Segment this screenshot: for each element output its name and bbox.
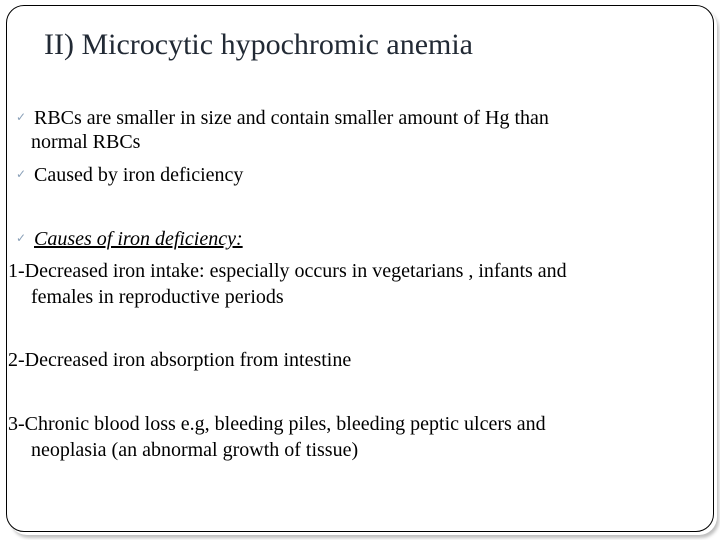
bullet-text-continuation: normal RBCs — [31, 131, 141, 153]
slide-title: II) Microcytic hypochromic anemia — [44, 28, 473, 61]
bullet-text: Caused by iron deficiency — [34, 164, 244, 186]
cause-point-continuation: females in reproductive periods — [31, 286, 284, 308]
checkmark-bullet-icon: ✓ — [16, 110, 27, 124]
checkmark-bullet-icon: ✓ — [16, 231, 27, 245]
cause-point-blood-loss: 3-Chronic blood loss e.g, bleeding piles, bleeding peptic ulcers and — [8, 413, 546, 435]
cause-point-continuation: neoplasia (an abnormal growth of tissue) — [31, 439, 359, 461]
bullet-item-causes-heading — [16, 226, 243, 251]
bullet-item-rbc-size — [16, 105, 549, 130]
checkmark-bullet-icon: ✓ — [16, 167, 27, 181]
causes-heading-text: Causes of iron deficiency: — [34, 228, 243, 250]
cause-point-absorption: 2-Decreased iron absorption from intestine — [8, 349, 352, 371]
bullet-text: RBCs are smaller in size and contain smaller amount of Hg than — [34, 107, 549, 129]
bullet-item-cause — [16, 162, 243, 187]
cause-point-intake: 1-Decreased iron intake: especially occurs in vegetarians , infants and — [8, 260, 567, 282]
